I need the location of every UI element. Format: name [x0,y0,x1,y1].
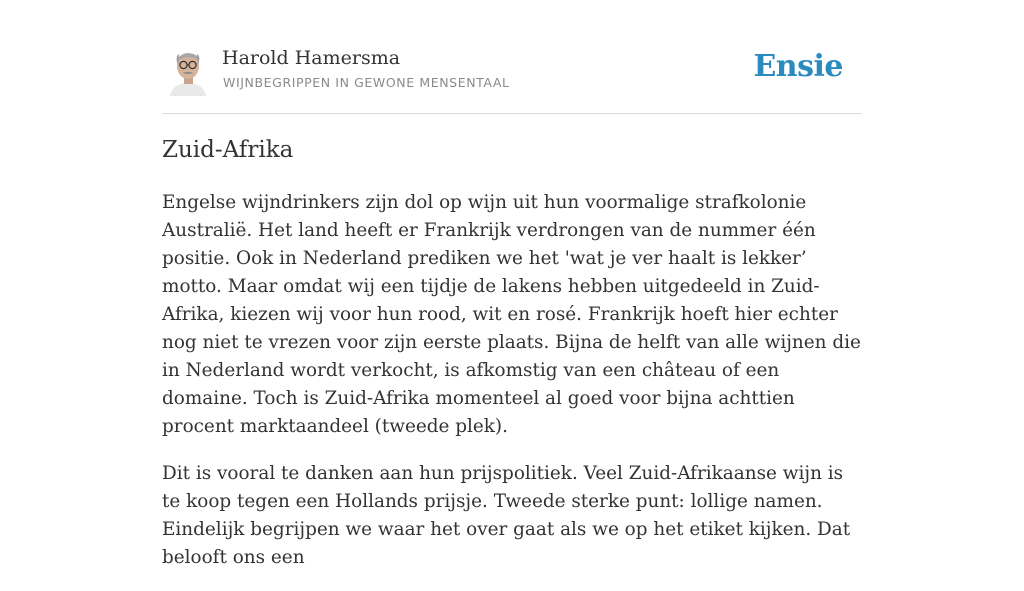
header [162,0,862,114]
article-body [162,189,862,591]
author-name[interactable]: Harold Hamersma [222,47,401,69]
author-portrait-icon [166,46,210,96]
ensie-logo[interactable]: Ensie [753,49,843,84]
article-paragraph-2: Dit is vooral te danken aan hun prijspolitiek. Veel Zuid-Afrikaanse wijn is te koop tegen een Hollands prijsje. Tweede sterke punt: lollige namen. Eindelijk begrijpen we waar het over gaat als we op het etiket kijken. Dat belooft ons een [162,463,851,568]
article-title: Zuid-Afrika [162,137,294,163]
author-avatar[interactable] [166,46,210,96]
article-paragraph-1: Engelse wijndrinkers zijn dol op wijn uit hun voormalige strafkolonie Australië. Het land heeft er Frankrijk verdrongen van de nummer één positie. Ook in Nederland prediken we het 'wat je ver haalt is lekker’ motto. Maar omdat wij een tijdje de lakens hebben uitgedeeld in Zuid-Afrika, kiezen wij voor hun rood, wit en rosé. Frankrijk hoeft hier echter nog niet te vrezen voor zijn eerste plaats. Bijna de helft van alle wijnen die in Nederland wordt verkocht, is afkomstig van een château of een domaine. Toch is Zuid-Afrika momenteel al goed voor bijna achttien procent marktaandeel (tweede plek). [162,192,861,437]
author-tagline: WIJNBEGRIPPEN IN GEWONE MENSENTAAL [223,75,510,90]
